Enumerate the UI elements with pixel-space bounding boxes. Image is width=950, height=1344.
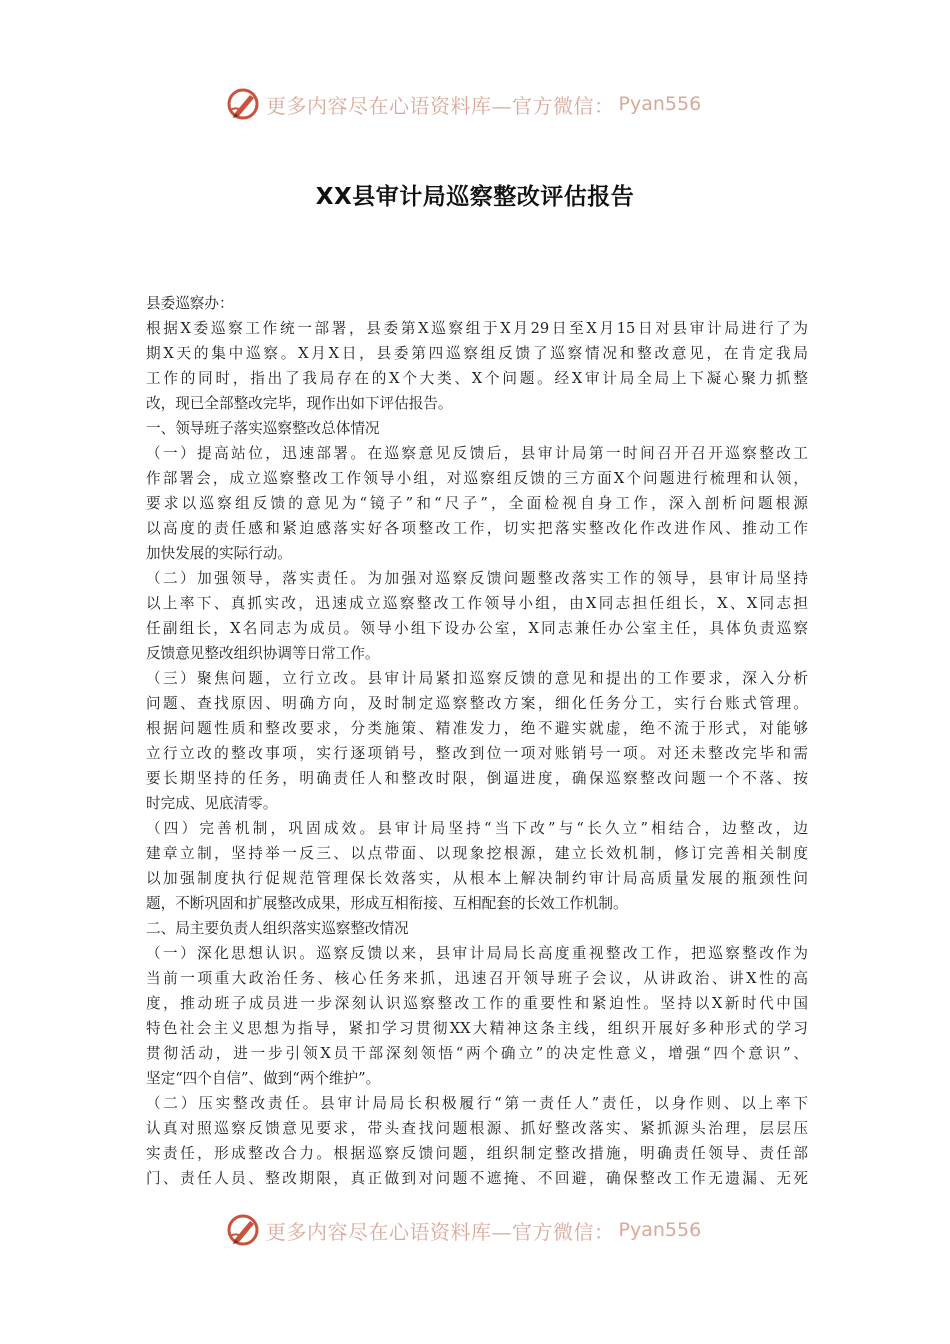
text-line: 期X天的集中巡察。X月X日，县委第四巡察组反馈了巡察情况和整改意见，在肯定我局 <box>146 345 808 362</box>
text-line: 题，不断巩固和扩展整改成果，形成互相衔接、互相配套的长效工作机制。 <box>146 895 628 912</box>
text-line: 加快发展的实际行动。 <box>146 545 292 562</box>
banner-text: 更多内容尽在心语资料库—官方微信： <box>266 93 615 118</box>
text-line: （一）深化思想认识。巡察反馈以来，县审计局局长高度重视整改工作，把巡察整改作为 <box>146 945 808 962</box>
text-line: 时完成、见底清零。 <box>146 795 278 812</box>
text-line: 县委巡察办： <box>146 295 234 312</box>
text-line: 立行立改的整改事项，实行逐项销号，整改到位一项对账销号一项。对还未整改完毕和需 <box>146 745 808 762</box>
text-line: 以上率下、真抓实改，迅速成立巡察整改工作领导小组，由X同志担任组长，X、X同志担 <box>146 595 808 612</box>
text-line: 认真对照巡察反馈意见要求，带头查找问题根源、抓好整改落实、紧抓源头治理，层层压 <box>146 1120 808 1137</box>
text-line: 建章立制，坚持举一反三、以点带面、以现象挖根源，建立长效机制，修订完善相关制度 <box>146 845 808 862</box>
text-line: 作部署会，成立巡察整改工作领导小组，对巡察组反馈的三方面X个问题进行梳理和认领， <box>146 470 808 487</box>
text-line: 二、局主要负责人组织落实巡察整改情况 <box>146 920 409 937</box>
text-line: 改，现已全部整改完毕，现作出如下评估报告。 <box>146 395 453 412</box>
text-line: 根据问题性质和整改要求，分类施策、精准发力，绝不避实就虚，绝不流于形式，对能够 <box>146 720 808 737</box>
text-line: 度，推动班子成员进一步深刻认识巡察整改工作的重要性和紧迫性。坚持以X新时代中国 <box>146 995 808 1012</box>
text-line: 根据X委巡察工作统一部署，县委第X巡察组于X月29日至X月15日对县审计局进行了为 <box>146 320 808 337</box>
text-line: 工作的同时，指出了我局存在的X个大类、X个问题。经X审计局全局上下凝心聚力抓整 <box>146 370 808 387</box>
pen-logo-icon <box>226 1212 262 1248</box>
text-line: 任副组长，X名同志为成员。领导小组下设办公室，X同志兼任办公室主任，具体负责巡察 <box>146 620 808 637</box>
text-line: 反馈意见整改组织协调等日常工作。 <box>146 645 380 662</box>
banner-wechat-id: Pyan556 <box>618 1219 702 1241</box>
text-line: 要求以巡察组反馈的意见为“镜子”和“尺子”，全面检视自身工作，深入剖析问题根源 <box>146 495 808 512</box>
banner-wechat-id: Pyan556 <box>618 93 702 115</box>
banner-text: 更多内容尽在心语资料库—官方微信： <box>266 1219 615 1244</box>
text-line: （一）提高站位，迅速部署。在巡察意见反馈后，县审计局第一时间召开召开巡察整改工 <box>146 445 808 462</box>
text-line: 贯彻活动，进一步引领X员干部深刻领悟“两个确立”的决定性意义，增强“四个意识”、 <box>146 1045 808 1062</box>
text-line: （四）完善机制，巩固成效。县审计局坚持“当下改”与“长久立”相结合，边整改，边 <box>146 820 808 837</box>
text-line: 特色社会主义思想为指导，紧扣学习贯彻XX大精神这条主线，组织开展好多种形式的学习 <box>146 1020 808 1037</box>
text-line: 门、责任人员、整改期限，真正做到对问题不遮掩、不回避，确保整改工作无遗漏、无死 <box>146 1170 808 1187</box>
text-line: （二）加强领导，落实责任。为加强对巡察反馈问题整改落实工作的领导，县审计局坚持 <box>146 570 808 587</box>
header-watermark <box>226 84 701 124</box>
text-line: （三）聚焦问题，立行立改。县审计局紧扣巡察反馈的意见和提出的工作要求，深入分析 <box>146 670 808 687</box>
text-line: 要长期坚持的任务，明确责任人和整改时限，倒逼进度，确保巡察整改问题一个不落、按 <box>146 770 808 787</box>
document-title: XX县审计局巡察整改评估报告 <box>315 184 635 210</box>
text-line: （二）压实整改责任。县审计局局长积极履行“第一责任人”责任，以身作则、以上率下 <box>146 1095 808 1112</box>
text-line: 坚定“四个自信”、做到“两个维护”。 <box>146 1070 381 1087</box>
pen-logo-icon <box>226 86 262 122</box>
text-line: 一、领导班子落实巡察整改总体情况 <box>146 420 380 437</box>
text-line: 以加强制度执行促规范管理保长效落实，从根本上解决制约审计局高质量发展的瓶颈性问 <box>146 870 808 887</box>
text-line: 问题、查找原因、明确方向，及时制定巡察整改方案，细化任务分工，实行台账式管理。 <box>146 695 808 712</box>
text-line: 以高度的责任感和紧迫感落实好各项整改工作，切实把落实整改化作改进作风、推动工作 <box>146 520 808 537</box>
document-body <box>146 291 808 1191</box>
footer-watermark <box>226 1210 701 1250</box>
text-line: 当前一项重大政治任务、核心任务来抓，迅速召开领导班子会议，从讲政治、讲X性的高 <box>146 970 808 987</box>
text-line: 实责任，形成整改合力。根据巡察反馈问题，组织制定整改措施，明确责任领导、责任部 <box>146 1145 808 1162</box>
